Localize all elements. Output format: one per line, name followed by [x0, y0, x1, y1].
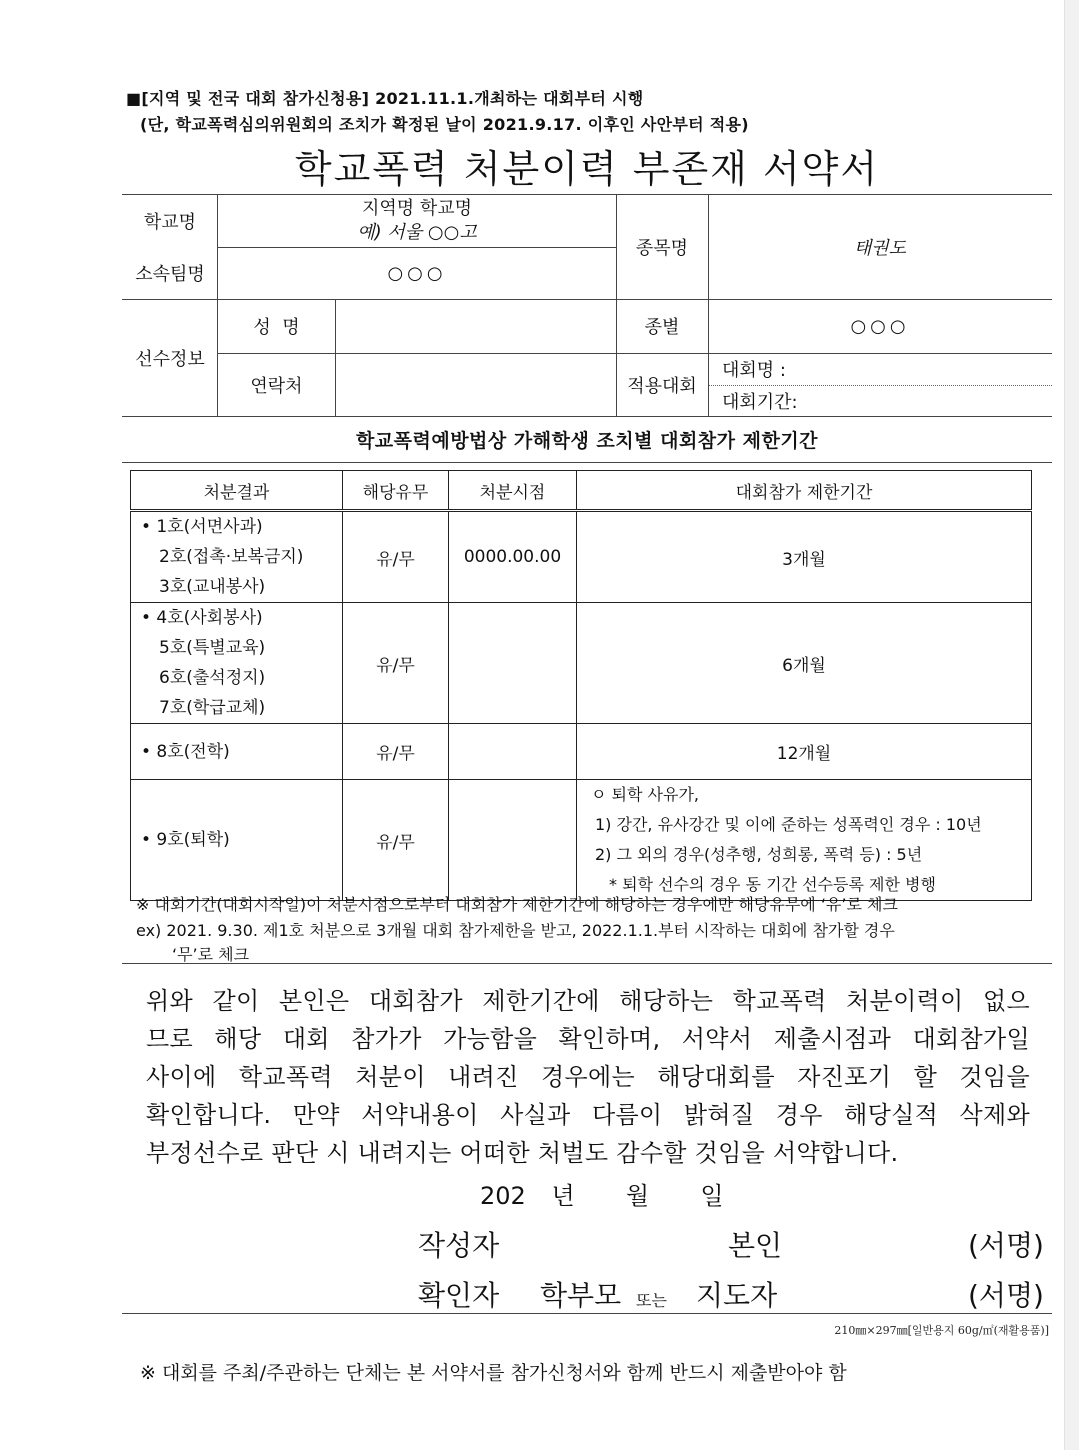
team-value[interactable]: ○○○ [387, 262, 447, 284]
team-label: 소속팀명 [135, 264, 205, 285]
result-cell [131, 724, 343, 780]
result-item: 2호(접촉·보복금지) [159, 547, 304, 567]
competition-name-label[interactable]: 대회명 : [722, 360, 786, 381]
date-cell[interactable] [449, 780, 577, 901]
period-line: ㅇ 퇴학 사유가, [591, 785, 699, 804]
date-cell[interactable] [449, 724, 577, 780]
pledge-date[interactable]: 202 년 월 일 [480, 1182, 724, 1210]
result-cell [131, 603, 343, 724]
school-example: 예) 서울 ○○고 [357, 221, 477, 243]
contact-field[interactable] [335, 353, 616, 416]
writer-sign[interactable]: (서명) [968, 1229, 1044, 1262]
name-label: 성 명 [253, 317, 300, 338]
table-row [131, 724, 1032, 780]
pledge-line: 므로 해당 대회 참가가 가능함을 확인하며, 서약서 제출시점과 대회참가일 [146, 1025, 1030, 1053]
table-row [131, 603, 1032, 724]
header-date: 처분시점 [449, 471, 577, 511]
limits-table [130, 470, 1032, 901]
result-item: 5호(특별교육) [159, 638, 266, 658]
header-line-2: (단, 학교폭력심의위원회의 조치가 확정된 날이 2021.9.17. 이후인 사안부터 적용) [140, 115, 749, 134]
result-cell [131, 511, 343, 603]
confirmer-sign[interactable]: (서명) [968, 1279, 1044, 1312]
applies-cell[interactable]: 유/무 [343, 603, 449, 724]
header-period: 대회참가 제한기간 [577, 471, 1032, 511]
event-label: 종목명 [635, 237, 689, 259]
name-field[interactable] [335, 299, 616, 353]
applies-cell[interactable]: 유/무 [343, 511, 449, 603]
date-cell[interactable] [449, 603, 577, 724]
result-item: 3호(교내봉사) [159, 577, 266, 597]
confirmer-label: 확인자 [418, 1279, 500, 1312]
result-item: 7호(학급교체) [159, 698, 266, 718]
period-line: 2) 그 외의 경우(성추행, 성희롱, 폭력 등) : 5년 [595, 845, 923, 864]
paper-spec: 210㎜×297㎜[일반용지 60g/㎡(재활용품)] [834, 1324, 1049, 1337]
applied-competition-label: 적용대회 [627, 375, 697, 397]
pledge-line: 위와 같이 본인은 대회참가 제한기간에 해당하는 학교폭력 처분이력이 없으 [146, 987, 1030, 1015]
note-3: ‘무’로 체크 [172, 945, 250, 964]
note-2: ex) 2021. 9.30. 제1호 처분으로 3개월 대회 참가제한을 받고, 2022.1.1.부터 시작하는 대회에 참가할 경우 [136, 921, 895, 940]
footer-note: ※ 대회를 주최/주관하는 단체는 본 서약서를 참가신청서와 함께 반드시 제출받아야 함 [140, 1362, 847, 1384]
result-item: • 4호(사회봉사) [141, 608, 263, 628]
confirmer-coach: 지도자 [696, 1279, 778, 1312]
contact-label: 연락처 [250, 375, 303, 397]
result-item: • 1호(서면사과) [141, 517, 263, 537]
applies-cell[interactable]: 유/무 [343, 780, 449, 901]
table-row [131, 780, 1032, 901]
pledge-paragraph [146, 982, 1030, 1172]
pledge-line: 확인합니다. 만약 서약내용이 사실과 다름이 밝혀질 경우 해당실적 삭제와 [146, 1101, 1030, 1129]
event-value[interactable]: 태권도 [853, 237, 907, 259]
applies-cell[interactable]: 유/무 [343, 724, 449, 780]
header-applies: 해당유무 [343, 471, 449, 511]
header-line-1: ■[지역 및 전국 대회 참가신청용] 2021.11.1.개최하는 대회부터 시행 [126, 89, 644, 108]
writer-label: 작성자 [418, 1229, 500, 1262]
confirmer-parent: 학부모 [540, 1279, 622, 1312]
page-edge [1064, 0, 1079, 1450]
writer-value: 본인 [728, 1229, 783, 1262]
category-value[interactable]: ○○○ [850, 315, 910, 337]
date-cell[interactable]: 0000.00.00 [449, 511, 577, 603]
document-title: 학교폭력 처분이력 부존재 서약서 [294, 147, 880, 191]
period-cell [577, 780, 1032, 901]
school-value[interactable] [218, 194, 616, 247]
period-line: * 퇴학 선수의 경우 동 기간 선수등록 제한 병행 [609, 875, 936, 894]
header-result: 처분결과 [131, 471, 343, 511]
pledge-line: 부정선수로 판단 시 내려지는 어떠한 처벌도 감수할 것임을 서약합니다. [146, 1139, 899, 1167]
category-label: 종별 [644, 317, 680, 338]
school-label: 학교명 [143, 211, 197, 233]
school-name: 지역명 학교명 [361, 197, 473, 219]
period-line: 1) 강간, 유사강간 및 이에 준하는 성폭력인 경우 : 10년 [595, 815, 982, 834]
period-cell: 3개월 [577, 511, 1032, 603]
competition-period-label[interactable]: 대회기간: [722, 391, 798, 413]
confirmer-or: 또는 [636, 1291, 667, 1310]
pledge-line: 사이에 학교폭력 처분이 내려진 경우에는 해당대회를 자진포기 할 것임을 [146, 1063, 1030, 1091]
table-row [131, 511, 1032, 603]
period-cell: 12개월 [577, 724, 1032, 780]
limits-section-title: 학교폭력예방법상 가해학생 조치별 대회참가 제한기간 [355, 430, 819, 452]
result-item: • 8호(전학) [141, 741, 230, 762]
result-item: 6호(출석정지) [159, 668, 266, 688]
note-1: ※ 대회기간(대회시작일)이 처분시점으로부터 대회참가 제한기간에 해당하는 경우에만 해당유무에 ‘유’로 체크 [136, 895, 898, 914]
period-cell: 6개월 [577, 603, 1032, 724]
result-item: • 9호(퇴학) [141, 830, 230, 850]
player-info-label: 선수정보 [135, 348, 205, 370]
result-cell [131, 780, 343, 901]
